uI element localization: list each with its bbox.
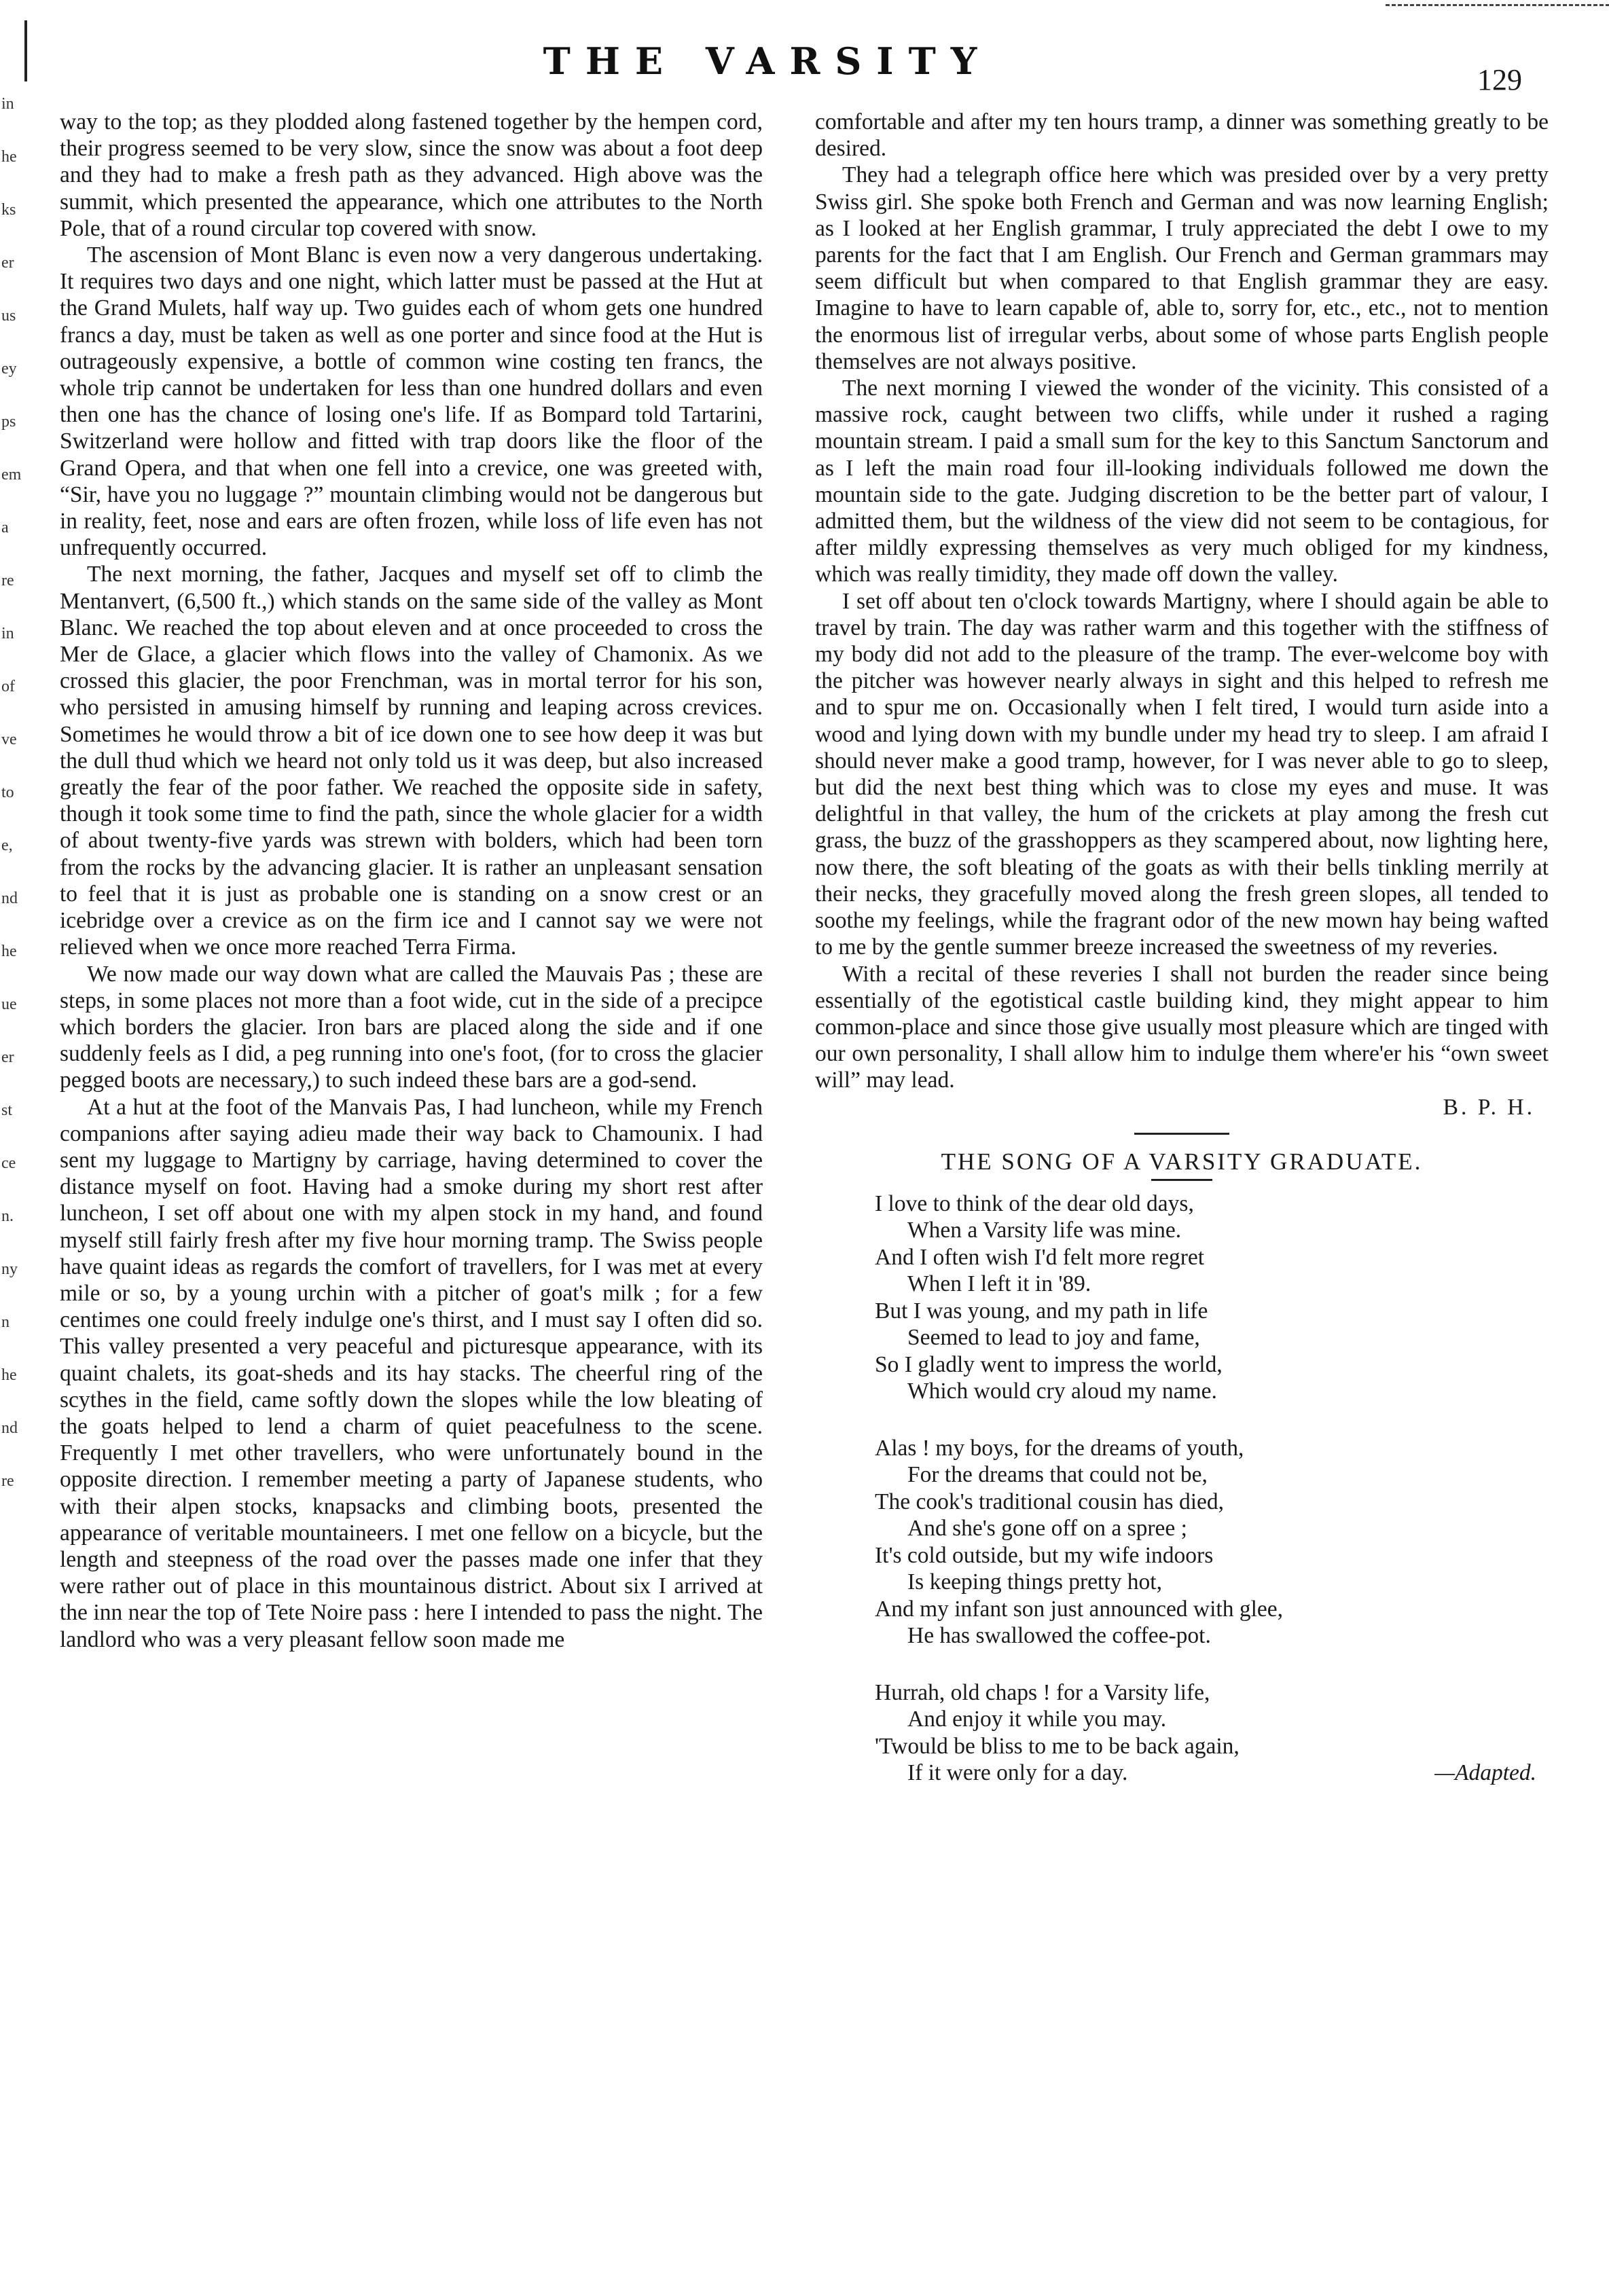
margin-fragment: in [1,625,14,642]
poem-line: It's cold outside, but my wife indoors [875,1542,1214,1568]
poem-line: Is keeping things pretty hot, [907,1569,1162,1595]
author-signature: B. P. H. [1443,1094,1535,1120]
margin-fragment: e, [1,837,13,854]
poem-body [815,1190,1549,1787]
poem-credit: —Adapted. [1434,1760,1536,1786]
poem-title: THE SONG OF A VARSITY GRADUATE. [941,1148,1423,1175]
margin-fragment: he [1,148,17,166]
section-divider [1134,1133,1229,1135]
poem-line: And my infant son just announced with glee, [875,1596,1284,1622]
poem-line: The cook's traditional cousin has died, [875,1489,1224,1514]
article-paragraph: comfortable and after my ten hours tramp, a dinner was something greatly to be desired. [815,109,1549,162]
right-column [815,109,1549,1817]
margin-fragment: of [1,678,15,695]
article-paragraph: We now made our way down what are called the Mauvais Pas ; these are steps, in some places not more than a foot wide, cut in the side of a precipce which borders the glacier. Iron bars are placed along the side and if one suddenly feels as I did, a peg running into one's foot, (for to cross the glacier pegged boots are necessary,) to such indeed these bars are a god-send. [60,961,763,1093]
left-column [60,109,763,1653]
poem-line: Seemed to lead to joy and fame, [907,1325,1200,1351]
margin-fragment: he [1,1366,17,1384]
poem-line: And she's gone off on a spree ; [907,1516,1187,1542]
margin-fragment: in [1,95,14,113]
binding-edge-mark [24,20,27,81]
margin-fragment: he [1,943,17,960]
poem-line: When I left it in '89. [907,1271,1091,1297]
poem-line: I love to think of the dear old days, [875,1190,1194,1216]
margin-fragment: ny [1,1260,18,1278]
poem-line: If it were only for a day. —Adapted. [907,1760,1536,1786]
article-paragraph: The ascension of Mont Blanc is even now a very dangerous undertaking. It requires two days and one night, which latter must be passed at the Hut at the Grand Mulets, half way up. Two guides each of whom gets one hundred francs a day, must be taken as well as one porter and since food at the Hut is outrageously expensive, a bottle of common wine costing ten francs, the whole trip cannot be undertaken for less than one hundred dollars and even then one has the chance of losing one's life. If as Bompard told Tartarini, Switzerland were hollow and fitted with trap doors like the floor of the Grand Opera, and that when one fell into a crevice, one was greeted with, “Sir, have you no luggage ?” mountain climbing would not be dangerous but in reality, feet, nose and ears are often frozen, while loss of life even has not unfrequently occurred. [60,242,763,561]
poem-stanza [875,1435,1549,1650]
poem-line: Which would cry aloud my name. [907,1379,1217,1404]
article-paragraph: I set off about ten o'clock towards Martigny, where I should again be able to travel by train. The day was rather warm and this together with the stiffness of my body did not add to the pleasure of the tramp. The ever-welcome boy with the pitcher was however nearly always in sight and this helped to refresh me and to spur me on. Occasionally when I felt tired, I would turn aside into a wood and lying down with my bundle under my head try to sleep. I am afraid I should never make a good tramp, however, for I was never able to go to sleep, but did the next best thing which was to close my eyes and muse. It was delightful in that valley, the hum of the crickets at play among the fresh cut grass, the buzz of the grasshoppers as they scampered about, now lighting here, now there, the soft bleating of the goats as with their bells tinkling merrily at their necks, they gracefully moved along the fresh green slopes, all tended to soothe my feelings, while the fragrant odor of the new mown hay being wafted to me by the gentle summer breeze increased the sweetness of my reveries. [815,588,1549,960]
margin-fragment: n. [1,1207,14,1225]
margin-fragment: ce [1,1154,16,1172]
poem-line: And enjoy it while you may. [907,1707,1167,1732]
top-edge-rule [1386,4,1609,10]
margin-fragment: ve [1,731,17,748]
title-divider [1151,1179,1212,1181]
margin-fragment: nd [1,1419,18,1437]
poem-line: When a Varsity life was mine. [907,1218,1182,1243]
masthead-title: THE VARSITY [543,39,992,83]
poem-line: He has swallowed the coffee-pot. [907,1623,1211,1649]
article-paragraph: The next morning, the father, Jacques and myself set off to climb the Mentanvert, (6,500 ft.,) which stands on the same side of the valley as Mont Blanc. We reached the top about eleven and at once proceeded to cross the Mer de Glace, a glacier which flows into the valley of Chamonix. As we crossed this glacier, the poor Frenchman, was in mortal terror for his son, who persisted in amusing himself by running and leaping across crevices. Sometimes he would throw a bit of ice down one to see how deep it was but the dull thud which we heard not only told us it was deep, but also increased greatly the fear of the poor father. We reached the opposite side in safety, though it took some time to find the path, since the whole glacier for a width of about twenty-five yards was strewn with bolders, which had been torn from the rocks by the advancing glacier. It is rather an unpleasant sensation to feel that it is just as probable one is standing on a snow crest or an icebridge over a crevice as on the firm ice and I cannot say we were not relieved when we once more reached Terra Firma. [60,562,763,960]
margin-fragment: ks [1,201,16,219]
poem-stanza [875,1190,1549,1405]
margin-fragment: er [1,254,14,272]
poem-line: So I gladly went to impress the world, [875,1351,1223,1377]
margin-fragment: ey [1,360,17,378]
margin-fragment: a [1,519,9,536]
poem-stanza [875,1679,1549,1787]
article-paragraph: They had a telegraph office here which was presided over by a very pretty Swiss girl. She spoke both French and German and was now learning English; as I looked at her English grammar, I truly appreciated the debt I owe to my parents for the fact that I am English. Our French and German grammars may seem difficult but when compared to that English grammar they are easy. Imagine to have to learn capable of, able to, sorry for, etc., etc., not to mention the enormous list of irregular verbs, about some of whose parts English people themselves are not always positive. [815,162,1549,374]
margin-fragment: st [1,1101,13,1119]
poem-line: Alas ! my boys, for the dreams of youth, [875,1435,1244,1461]
article-paragraph: At a hut at the foot of the Manvais Pas, I had luncheon, while my French companions after saying adieu made their way back to Chamounix. I had sent my luggage to Martigny by carriage, having determined to cover the distance myself on foot. Having had a smoke during my short rest after luncheon, I set off about one with my alpen stock in my hand, and found myself still fairly fresh after my five hour morning tramp. The Swiss people have quaint ideas as regards the comfort of travellers, for I was met at every mile or so, by a young urchin with a pitcher of goat's milk ; for a few centimes one could freely indulge one's thirst, and I must say I often did so. This valley presented a very peaceful and picturesque appearance, with its quaint chalets, its goat-sheds and its hay stacks. The cheerful ring of the scythes in the field, came softly down the slopes while the low bleating of the goats helped to lend a charm of quiet peacefulness to the scene. Frequently I met other travellers, who were unfortunately bound in the opposite direction. I remember meeting a party of Japanese students, who with their alpen stocks, knapsacks and climbing boots, presented the appearance of veritable mountaineers. I met one fellow on a bicycle, but the length and steepness of the road over the passes made one infer that they were rather out of place in this mountainous district. About six I arrived at the inn near the top of Tete Noire pass : here I intended to pass the night. The landlord who was a very pleasant fellow soon made me [60,1094,763,1652]
poem-line: 'Twould be bliss to me to be back again, [875,1733,1240,1759]
margin-fragment: to [1,784,14,801]
poem-line: Hurrah, old chaps ! for a Varsity life, [875,1679,1210,1705]
margin-fragment: nd [1,890,18,907]
margin-fragment: er [1,1049,14,1066]
page-number: 129 [1477,63,1522,96]
margin-fragment: n [1,1313,10,1331]
margin-fragment: re [1,572,14,589]
poem-line: And I often wish I'd felt more regret [875,1244,1205,1270]
article-paragraph: way to the top; as they plodded along fastened together by the hempen cord, their progress seemed to be very slow, since the snow was about a foot deep and they had to make a fresh path as they advanced. High above was the summit, which presented the appearance, which one attributes to the North Pole, that of a round circular top covered with snow. [60,109,763,241]
poem-line: For the dreams that could not be, [907,1462,1208,1488]
previous-page-margin-fragments [0,95,22,2295]
margin-fragment: ps [1,413,16,431]
margin-fragment: ue [1,996,17,1013]
article-paragraph: With a recital of these reveries I shall not burden the reader since being essentially of the egotistical castle building kind, they might appear to him common-place and since those give usually most pleasure which are tinged with our own personality, I shall allow him to indulge them where'er his “own sweet will” may lead. [815,961,1549,1093]
poem-line: But I was young, and my path in life [875,1298,1208,1324]
margin-fragment: re [1,1472,14,1490]
margin-fragment: us [1,307,16,325]
article-paragraph: The next morning I viewed the wonder of the vicinity. This consisted of a massive rock, caught between two cliffs, while under it rushed a raging mountain stream. I paid a small sum for the key to this Sanctum Sanctorum and as I left the main road four ill-looking individuals followed me down the mountain side to the gate. Judging discretion to be the better part of valour, I admitted them, but the wildness of the view did not seem to be contagious, for after mildly expressing themselves as very much obliged for my kindness, which was really timidity, they made off down the valley. [815,376,1549,587]
margin-fragment: em [1,466,22,484]
